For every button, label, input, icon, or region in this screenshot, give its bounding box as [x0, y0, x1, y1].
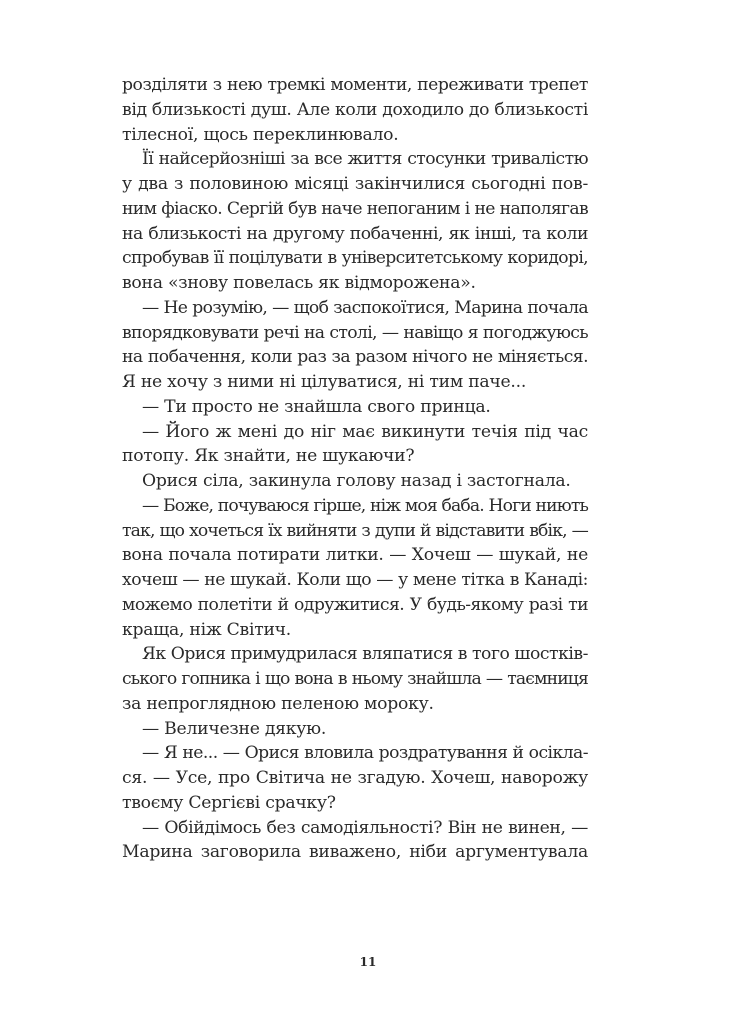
text-line: хочеш — не шукай. Коли що — у мене тітка в Канаді: — [122, 570, 588, 590]
text-line: Орися сіла, закинула голову назад і застогнала. — [142, 471, 571, 491]
text-line: від близькості душ. Але коли доходило до близькості — [122, 99, 588, 120]
text-line: твоєму Сергієві срачку? — [122, 792, 336, 813]
text-line: спробував її поцілувати в університетському коридорі, — [122, 248, 588, 269]
text-line: вона «знову повелась як відморожена». — [122, 273, 476, 293]
text-line: — Я не... — Орися вловила роздратування й осікла- — [142, 743, 588, 764]
text-line: Я не хочу з ними ні цілуватися, ні тим паче... — [122, 372, 527, 392]
text-line: на близькості на другому побаченні, як інші, та коли — [122, 223, 588, 244]
text-line: — Його ж мені до ніг має викинути течія під час — [142, 421, 588, 442]
text-line: на побачення, коли раз за разом нічого не міняється. — [122, 347, 588, 368]
text-line: — Боже, почуваюся гірше, ніж моя баба. Ноги ниють — [142, 495, 588, 516]
text-line: впорядковувати речі на столі, — навіщо я погоджуюсь — [122, 322, 588, 343]
text-line: — Не розумію, — щоб заспокоїтися, Марина почала — [142, 297, 588, 318]
text-line: потопу. Як знайти, не шукаючи? — [122, 446, 415, 467]
text-line: вона почала потирати литки. — Хочеш — шукай, не — [122, 545, 588, 566]
text-line: у два з половиною місяці закінчилися сьогодні пов- — [122, 174, 588, 194]
page-number: 11 — [359, 955, 377, 969]
text-line: ського гопника і що вона в ньому знайшла — таємниця — [122, 669, 588, 689]
text-line: ним фіаско. Сергій був наче непоганим і не наполягав — [122, 198, 588, 219]
text-line: так, що хочеться їх вийняти з дупи й відставити вбік, — — [122, 520, 588, 541]
text-line: — Обійдімось без самодіяльності? Він не винен, — — [142, 817, 588, 838]
text-line: Як Орися примудрилася вляпатися в того шостків- — [142, 644, 588, 665]
text-line: ся. — Усе, про Світича не згадую. Хочеш, наворожу — [122, 768, 588, 788]
text-line: за непроглядною пеленою мороку. — [122, 693, 434, 714]
text-line: можемо полетіти й одружитися. У будь-якому разі ти — [122, 594, 588, 615]
text-line: Марина заговорила виважено, ніби аргументувала — [122, 842, 588, 863]
text-line: Її найсерйозніші за все життя стосунки тривалістю — [142, 149, 588, 170]
text-line: тілесної, щось переклинювало. — [122, 124, 399, 145]
text-line: розділяти з нею тремкі моменти, переживати трепет — [122, 75, 588, 95]
text-line: — Ти просто не знайшла свого принца. — [142, 396, 491, 417]
text-line: — Величезне дякую. — [142, 718, 327, 739]
body-text — [122, 73, 588, 865]
text-line: краща, ніж Світич. — [122, 619, 291, 640]
